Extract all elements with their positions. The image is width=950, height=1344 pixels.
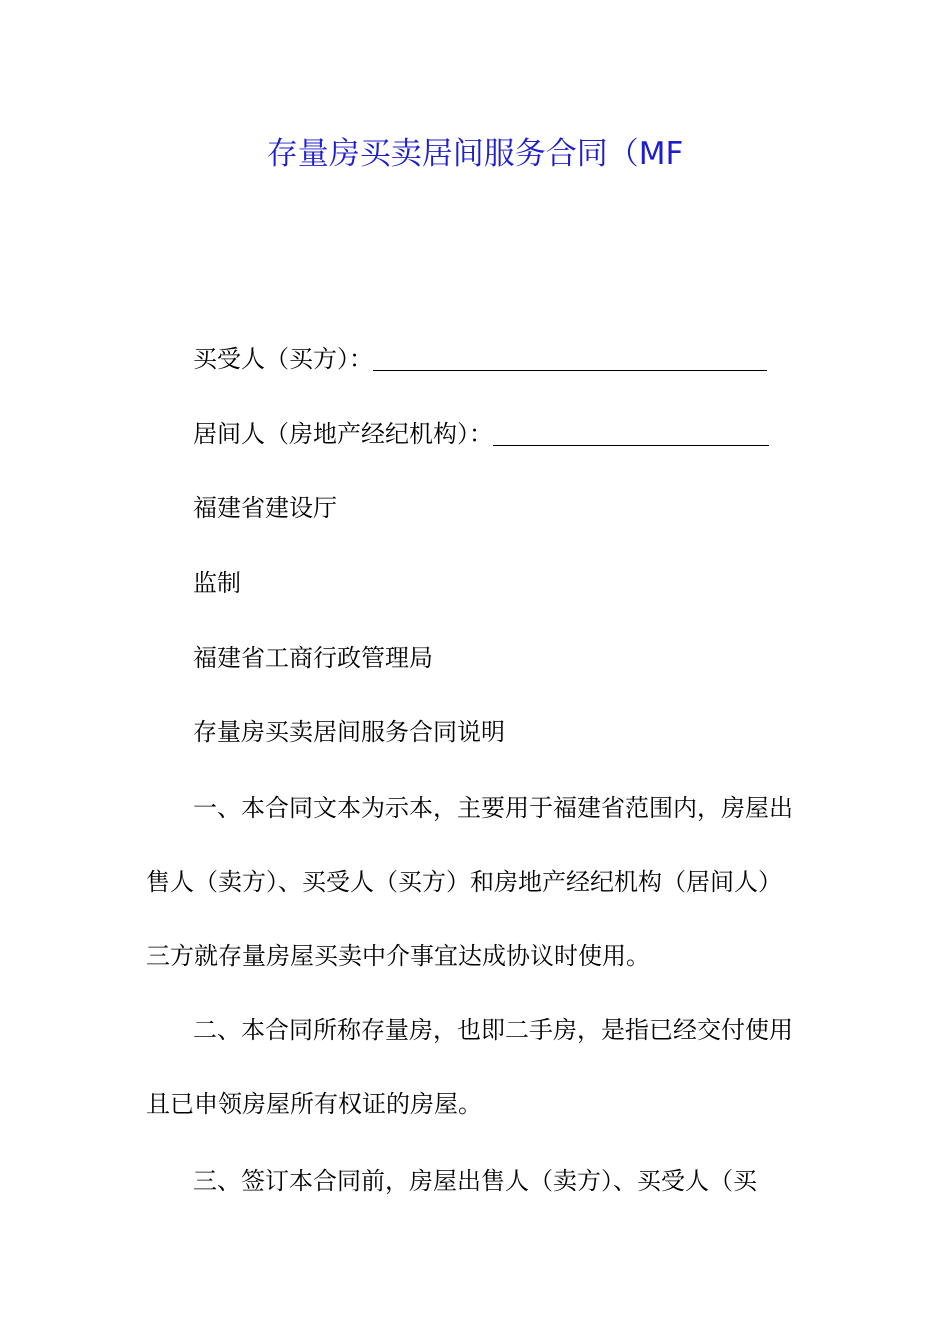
- clause-3-line-1: 三、签订本合同前，房屋出售人（卖方）、买受人（买: [193, 1167, 757, 1195]
- buyer-blank-line[interactable]: [373, 344, 767, 371]
- document-title: 存量房买卖居间服务合同（MF: [266, 136, 684, 172]
- clause-1-line-3: 三方就存量房屋买卖中介事宜达成协议时使用。: [146, 942, 650, 970]
- clause-3: [146, 1144, 806, 1218]
- agent-label: 居间人（房地产经纪机构）：: [193, 420, 493, 448]
- clause-2-line-2: 且已申领房屋所有权证的房屋。: [146, 1090, 482, 1118]
- issuer-commerce-bureau: 福建省工商行政管理局: [193, 644, 433, 672]
- section-heading: 存量房买卖居间服务合同说明: [193, 718, 505, 746]
- clause-2: [146, 993, 806, 1141]
- agent-field: [193, 416, 769, 452]
- buyer-label: 买受人（买方）：: [193, 345, 373, 373]
- clause-2-line-1: 二、本合同所称存量房，也即二手房，是指已经交付使用: [193, 1016, 793, 1044]
- agent-blank-line[interactable]: [493, 419, 769, 446]
- issuer-construction-dept: 福建省建设厅: [193, 494, 337, 522]
- clause-1-line-1: 一、本合同文本为示本，主要用于福建省范围内，房屋出: [193, 794, 793, 822]
- buyer-field: [193, 341, 767, 377]
- clause-1-line-2: 售人（卖方）、买受人（买方）和房地产经纪机构（居间人）: [146, 868, 782, 896]
- issuer-supervised: 监制: [193, 569, 241, 597]
- clause-1: [146, 771, 806, 993]
